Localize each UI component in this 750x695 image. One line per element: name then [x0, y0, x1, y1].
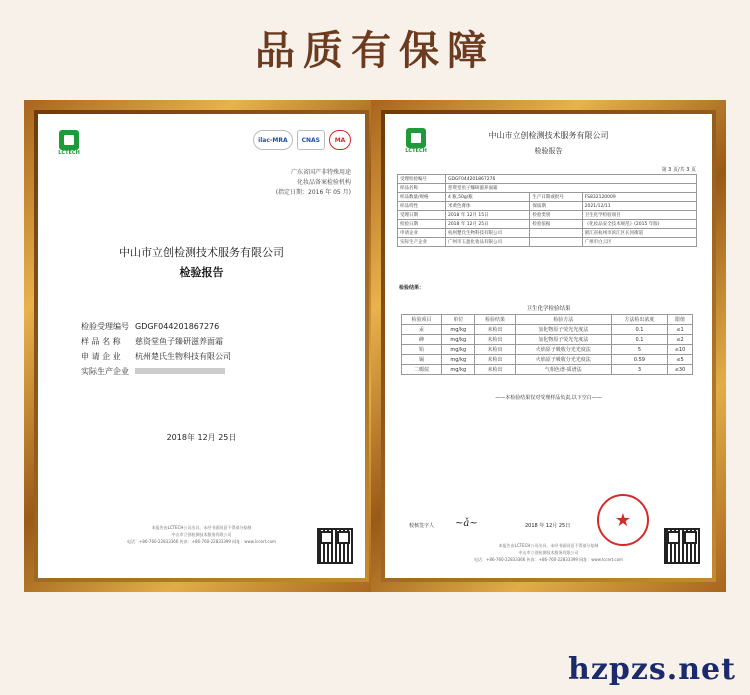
- official-seal: ★: [597, 494, 649, 546]
- ilac-badge: ilac-MRA: [253, 130, 292, 150]
- certificate-frame-1: [24, 100, 379, 592]
- results-label: 检验结果：: [399, 285, 425, 291]
- field-row: 实际生产企业: [78, 364, 234, 379]
- ma-badge: MA: [329, 130, 351, 150]
- cnas-badge: CNAS: [297, 130, 325, 150]
- certificate-frame-2: [371, 100, 726, 592]
- info-table: 受理检验编号 GDGF044201867276 样品名称 慈资堂鱼子臻研滋养面霜 样品数量/规格 4 瓶,50g/瓶 生产日期或批号 FS832120009 样品特性 米黄色膏体 保质期 2021/12/11 受理日期 2018 年 12月 15日 检验类别 卫生化学检验项目 检验日期 2018 年 12月 25日 检验依据 《化妆品安全技术规范》(2015 年版) 申请企业 杭州楚氏生物科技有限公司 浙江省杭州市滨江区长河街道 实际生产企业 广州市玉盈化妆品有限公司 广州市白云区: [397, 174, 697, 247]
- table-row: 汞 mg/kg 未检出 氢化物原子荧光光度法 0.1 ≤1: [402, 325, 693, 335]
- table-row: 砷 mg/kg 未检出 氢化物原子荧光光度法 0.1 ≤2: [402, 335, 693, 345]
- report-title: 检验报告: [534, 147, 563, 155]
- results-footer: 本报告由LCTECH公司出具，未经书面同意不得部分复制 中山市立创检测技术服务有限公司 电话：+86-760-22833366 传真：+86-760-22833399 网址：www.lccert.com: [474, 543, 623, 562]
- results-table-title: 卫生化学检验结果: [526, 306, 571, 312]
- sign-label: 校核签字人: [409, 523, 435, 529]
- qr-code[interactable]: [317, 528, 353, 564]
- results-table: 检验项目 单位 检验结果 检验方法 方法检出浓度 限值 汞 mg/kg 未检出 氢化物原子荧光光度法 0.1 ≤1 砷 mg/kg 未检出 氢化物原子荧光光度法 0.1 ≤2 铅 mg/kg 未检出 火焰原子吸收分光光度法 5 ≤10 镉 mg/kg 未检出 火焰原子吸收分光光度法 0.59 ≤5 二噁烷 mg/kg 未检出 气相色谱-质谱法 3 ≤30: [401, 314, 693, 375]
- authority-block: 广东省国产非特殊用途 化妆品备案检验机构 (指定日期：2016 年 05 月): [275, 169, 351, 196]
- cover-date: 2018年 12月 25日: [166, 433, 237, 442]
- signature: ~ǎ~: [455, 518, 478, 529]
- cover-footer: 本报告由LCTECH公司出具，未经书面同意不得部分复制 中山市立创检测技术服务有限公司 电话：+86-760-22833366 传真：+86-760-22833399 网址：www.lccert.com: [127, 525, 276, 544]
- end-note: ——本检验结果仅对受理样品负责,以下空白——: [495, 395, 602, 401]
- company-name: 中山市立创检测技术服务有限公司: [488, 131, 609, 140]
- page-number: 第 3 页/共 3 页: [661, 167, 696, 173]
- certificate-cover: [38, 114, 365, 578]
- certificate-results: [385, 114, 712, 578]
- field-row: 样 品 名 称 慈资堂鱼子臻研滋养面霜: [81, 337, 223, 346]
- qr-code[interactable]: [664, 528, 700, 564]
- banner-title: 品质有保障: [255, 27, 495, 74]
- report-title: 检验报告: [179, 266, 224, 279]
- cover-fields: [78, 319, 234, 379]
- accreditation-badges: [253, 130, 351, 150]
- field-row: 申 请 企 业 杭州楚氏生物科技有限公司: [81, 352, 231, 361]
- site-watermark: hzpzs.net: [568, 652, 736, 687]
- table-row: 镉 mg/kg 未检出 火焰原子吸收分光光度法 0.59 ≤5: [402, 355, 693, 365]
- table-row: 铅 mg/kg 未检出 火焰原子吸收分光光度法 5 ≤10: [402, 345, 693, 355]
- company-name: 中山市立创检测技术服务有限公司: [119, 246, 284, 259]
- banner: [0, 0, 750, 95]
- lctech-logo: LCTECH: [52, 130, 86, 156]
- lctech-logo: LCTECH: [399, 128, 433, 154]
- table-row: 二噁烷 mg/kg 未检出 气相色谱-质谱法 3 ≤30: [402, 365, 693, 375]
- field-row: 检验受理编号 GDGF044201867276: [81, 322, 220, 331]
- results-date: 2018 年 12月 25日: [525, 523, 571, 529]
